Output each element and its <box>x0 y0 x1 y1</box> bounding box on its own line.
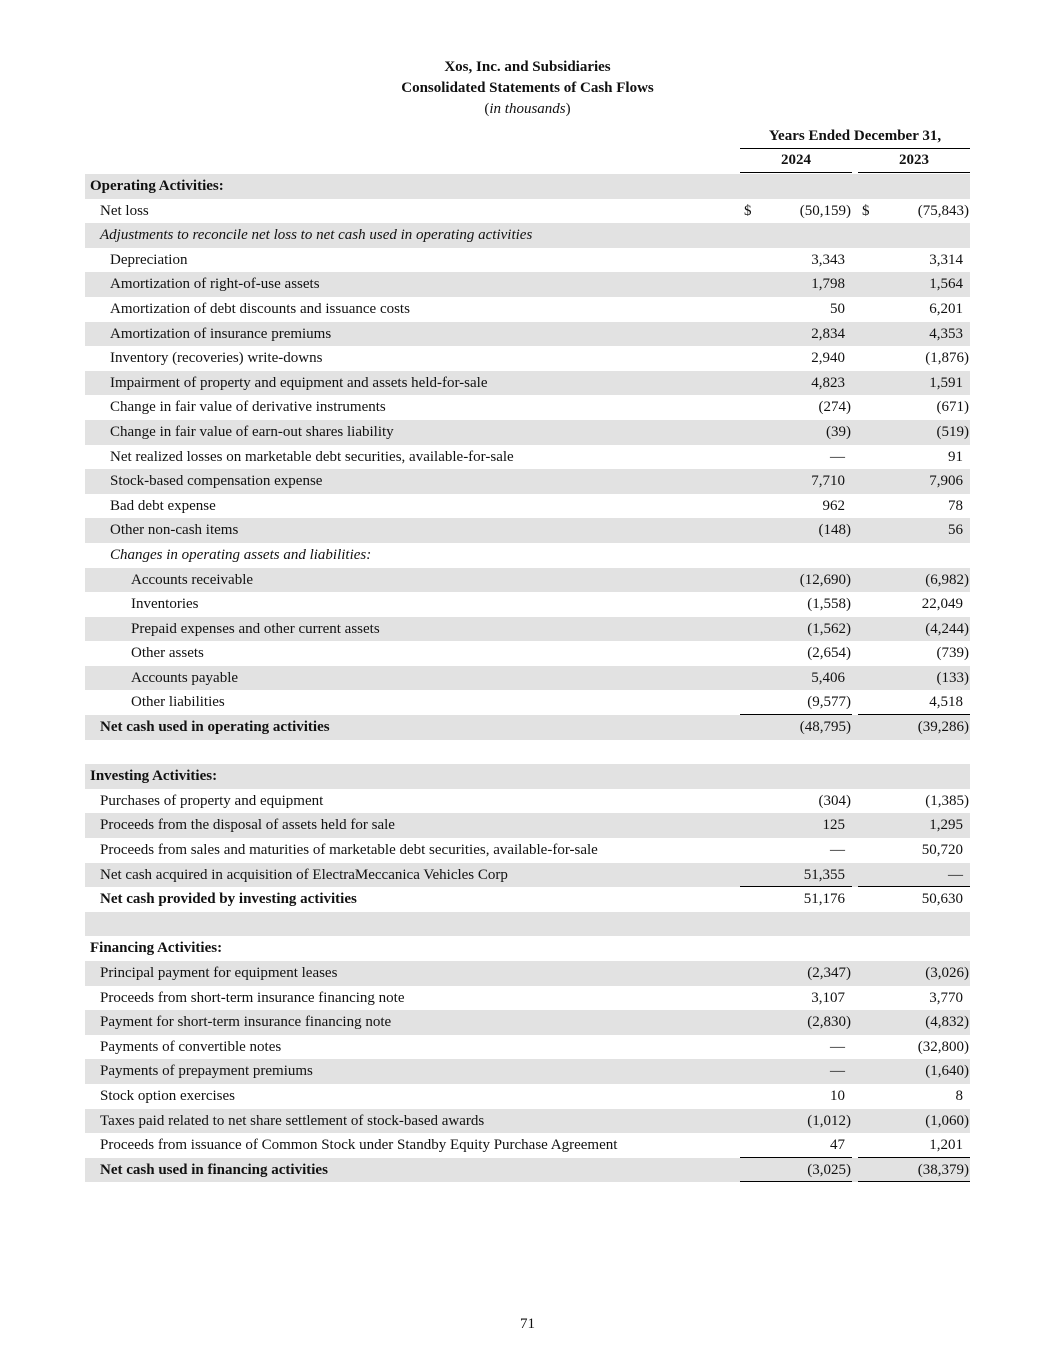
value-2023: — <box>948 866 963 883</box>
row-label: Change in fair value of derivative instruments <box>110 399 386 416</box>
table-row <box>85 789 970 814</box>
table-row <box>85 617 970 642</box>
table-row <box>85 813 970 838</box>
value-2023: 1,591 <box>929 374 963 391</box>
row-label: Amortization of right-of-use assets <box>110 276 320 293</box>
row-label: Depreciation <box>110 251 188 268</box>
value-2023: (39,286) <box>917 719 969 736</box>
row-label: Net cash provided by investing activities <box>100 891 357 908</box>
period-header: Years Ended December 31, <box>768 128 942 144</box>
value-2024: 10 <box>830 1087 845 1104</box>
value-2024: 51,176 <box>803 891 845 908</box>
value-2024: (2,830) <box>807 1014 851 1031</box>
row-label: Financing Activities: <box>90 940 223 957</box>
currency-symbol: $ <box>862 202 870 219</box>
cash-flow-table <box>85 174 970 1182</box>
value-2023: 22,049 <box>921 596 963 613</box>
table-row <box>85 395 970 420</box>
spacer-row <box>85 912 970 937</box>
value-2023: 1,295 <box>929 817 963 834</box>
table-row <box>85 1035 970 1060</box>
year-2024-rule <box>740 172 852 173</box>
table-row <box>85 592 970 617</box>
value-2024: (48,795) <box>799 719 851 736</box>
value-2024: 3,107 <box>811 989 845 1006</box>
table-row <box>85 1109 970 1134</box>
row-label: Amortization of debt discounts and issuance costs <box>110 300 410 317</box>
value-2024: (50,159) <box>799 202 851 219</box>
value-2023: 91 <box>948 448 963 465</box>
value-2023: 7,906 <box>929 473 963 490</box>
row-label: Other liabilities <box>131 694 225 711</box>
section-header <box>85 764 970 789</box>
row-label: Inventory (recoveries) write-downs <box>110 350 323 367</box>
company-name: Xos, Inc. and Subsidiaries <box>444 59 611 75</box>
spacer-row <box>85 740 970 765</box>
value-2024: (12,690) <box>799 571 851 588</box>
period-header-rule <box>740 148 970 149</box>
row-label: Accounts payable <box>131 669 239 686</box>
row-label: Change in fair value of earn-out shares liability <box>110 423 394 440</box>
table-row <box>85 518 970 543</box>
value-2023: (671) <box>936 399 969 416</box>
value-2023: 56 <box>948 522 963 539</box>
row-label: Purchases of property and equipment <box>100 792 324 809</box>
row-label: Changes in operating assets and liabilities: <box>110 546 372 563</box>
table-row <box>85 961 970 986</box>
row-label: Proceeds from issuance of Common Stock under Standby Equity Purchase Agreement <box>100 1137 618 1154</box>
value-2024: — <box>830 842 845 859</box>
row-label: Principal payment for equipment leases <box>100 965 338 981</box>
value-2024: (148) <box>818 522 851 539</box>
section-header <box>85 936 970 961</box>
table-row <box>85 690 970 715</box>
page-number: 71 <box>520 1316 535 1332</box>
row-label: Proceeds from the disposal of assets held for sale <box>100 817 395 834</box>
statement-title: Consolidated Statements of Cash Flows <box>401 80 654 96</box>
total-row <box>85 715 970 740</box>
value-2023: (3,026) <box>925 965 969 981</box>
value-2023: 50,630 <box>921 891 963 908</box>
value-2024: 4,823 <box>811 374 845 391</box>
value-2024: 47 <box>830 1137 845 1154</box>
table-row <box>85 1010 970 1035</box>
value-2024: (2,347) <box>807 965 851 981</box>
row-label: Other assets <box>131 645 204 662</box>
table-row <box>85 322 970 347</box>
row-label: Investing Activities: <box>90 768 218 785</box>
value-2024: 7,710 <box>811 473 845 490</box>
value-2024: (3,025) <box>807 1161 851 1178</box>
row-label: Prepaid expenses and other current assets <box>131 620 380 637</box>
value-2023: (4,244) <box>925 620 969 637</box>
value-2024: 51,355 <box>803 866 845 883</box>
value-2024: 1,798 <box>811 276 845 293</box>
row-label: Net realized losses on marketable debt securities, available-for-sale <box>110 448 514 465</box>
value-2024: 5,406 <box>811 669 845 686</box>
row-label: Proceeds from sales and maturities of marketable debt securities, available-for-sale <box>100 842 598 859</box>
row-label: Accounts receivable <box>131 571 254 588</box>
value-2024: (2,654) <box>807 645 851 662</box>
value-2023: 1,201 <box>929 1137 963 1154</box>
value-2024: 962 <box>822 497 845 514</box>
year-2024-header: 2024 <box>781 152 811 168</box>
table-row <box>85 986 970 1011</box>
value-2024: — <box>830 448 845 465</box>
table-row <box>85 568 970 593</box>
units-note: (in thousands) <box>484 101 571 117</box>
value-2024: (1,558) <box>807 596 851 613</box>
table-row <box>85 1059 970 1084</box>
section-header <box>85 174 970 199</box>
value-2024: 50 <box>830 300 845 317</box>
row-label: Net cash used in financing activities <box>100 1161 328 1178</box>
row-label: Payment for short-term insurance financing note <box>100 1014 392 1031</box>
value-2023: 8 <box>955 1087 963 1104</box>
table-row <box>85 666 970 691</box>
row-label: Other non-cash items <box>110 522 239 539</box>
value-2024: (304) <box>818 792 851 809</box>
value-2023: (38,379) <box>917 1161 969 1178</box>
row-label: Adjustments to reconcile net loss to net cash used in operating activities <box>100 227 533 244</box>
value-2024: 2,834 <box>811 325 845 342</box>
value-2024: (274) <box>818 399 851 416</box>
table-row <box>85 543 970 568</box>
row-label: Bad debt expense <box>110 497 216 514</box>
table-row <box>85 272 970 297</box>
row-label: Impairment of property and equipment and assets held-for-sale <box>110 374 488 391</box>
table-row <box>85 863 970 888</box>
table-row <box>85 346 970 371</box>
value-2024: — <box>830 1063 845 1080</box>
table-row <box>85 1133 970 1158</box>
value-2023: (6,982) <box>925 571 969 588</box>
row-label: Proceeds from short-term insurance financing note <box>100 989 405 1006</box>
total-row <box>85 1158 970 1183</box>
row-label: Payments of prepayment premiums <box>100 1063 313 1080</box>
value-2024: (1,562) <box>807 620 851 637</box>
total-rule <box>858 1181 970 1182</box>
total-rule <box>740 1181 852 1182</box>
total-row <box>85 887 970 912</box>
currency-symbol: $ <box>744 202 752 219</box>
value-2024: — <box>830 1038 845 1055</box>
table-row <box>85 371 970 396</box>
value-2023: 1,564 <box>929 276 963 293</box>
value-2023: 50,720 <box>921 842 963 859</box>
value-2023: (1,060) <box>925 1112 969 1129</box>
row-label: Amortization of insurance premiums <box>110 325 332 342</box>
value-2023: 3,314 <box>929 251 963 268</box>
value-2024: (39) <box>826 423 851 440</box>
row-label: Net cash acquired in acquisition of ElectraMeccanica Vehicles Corp <box>100 866 508 883</box>
value-2024: 3,343 <box>811 251 845 268</box>
table-row <box>85 641 970 666</box>
row-label: Net loss <box>100 202 149 219</box>
table-row <box>85 420 970 445</box>
row-label: Taxes paid related to net share settlement of stock-based awards <box>100 1112 485 1129</box>
year-2023-header: 2023 <box>899 152 929 168</box>
table-row <box>85 248 970 273</box>
year-2023-rule <box>858 172 970 173</box>
value-2023: (133) <box>936 669 969 686</box>
row-label: Stock-based compensation expense <box>110 473 323 490</box>
value-2023: 3,770 <box>929 989 963 1006</box>
table-row <box>85 469 970 494</box>
table-row <box>85 494 970 519</box>
row-label: Payments of convertible notes <box>100 1038 282 1055</box>
table-row <box>85 297 970 322</box>
value-2023: (739) <box>936 645 969 662</box>
table-row <box>85 199 970 224</box>
value-2023: (1,876) <box>925 350 969 367</box>
row-label: Net cash used in operating activities <box>100 719 330 736</box>
value-2024: (9,577) <box>807 694 851 711</box>
value-2023: (75,843) <box>917 202 969 219</box>
value-2023: 78 <box>948 497 963 514</box>
value-2023: (519) <box>936 423 969 440</box>
value-2024: 2,940 <box>811 350 845 367</box>
row-label: Inventories <box>131 596 199 613</box>
value-2023: (1,640) <box>925 1063 969 1080</box>
table-row <box>85 223 970 248</box>
value-2024: (1,012) <box>807 1112 851 1129</box>
value-2023: (4,832) <box>925 1014 969 1031</box>
value-2023: (1,385) <box>925 792 969 809</box>
table-row <box>85 1084 970 1109</box>
row-label: Stock option exercises <box>100 1087 235 1104</box>
value-2023: 4,353 <box>929 325 963 342</box>
value-2023: 4,518 <box>929 694 963 711</box>
value-2023: 6,201 <box>929 300 963 317</box>
row-label: Operating Activities: <box>90 178 224 194</box>
value-2024: 125 <box>822 817 845 834</box>
value-2023: (32,800) <box>917 1038 969 1055</box>
table-row <box>85 445 970 470</box>
table-row <box>85 838 970 863</box>
